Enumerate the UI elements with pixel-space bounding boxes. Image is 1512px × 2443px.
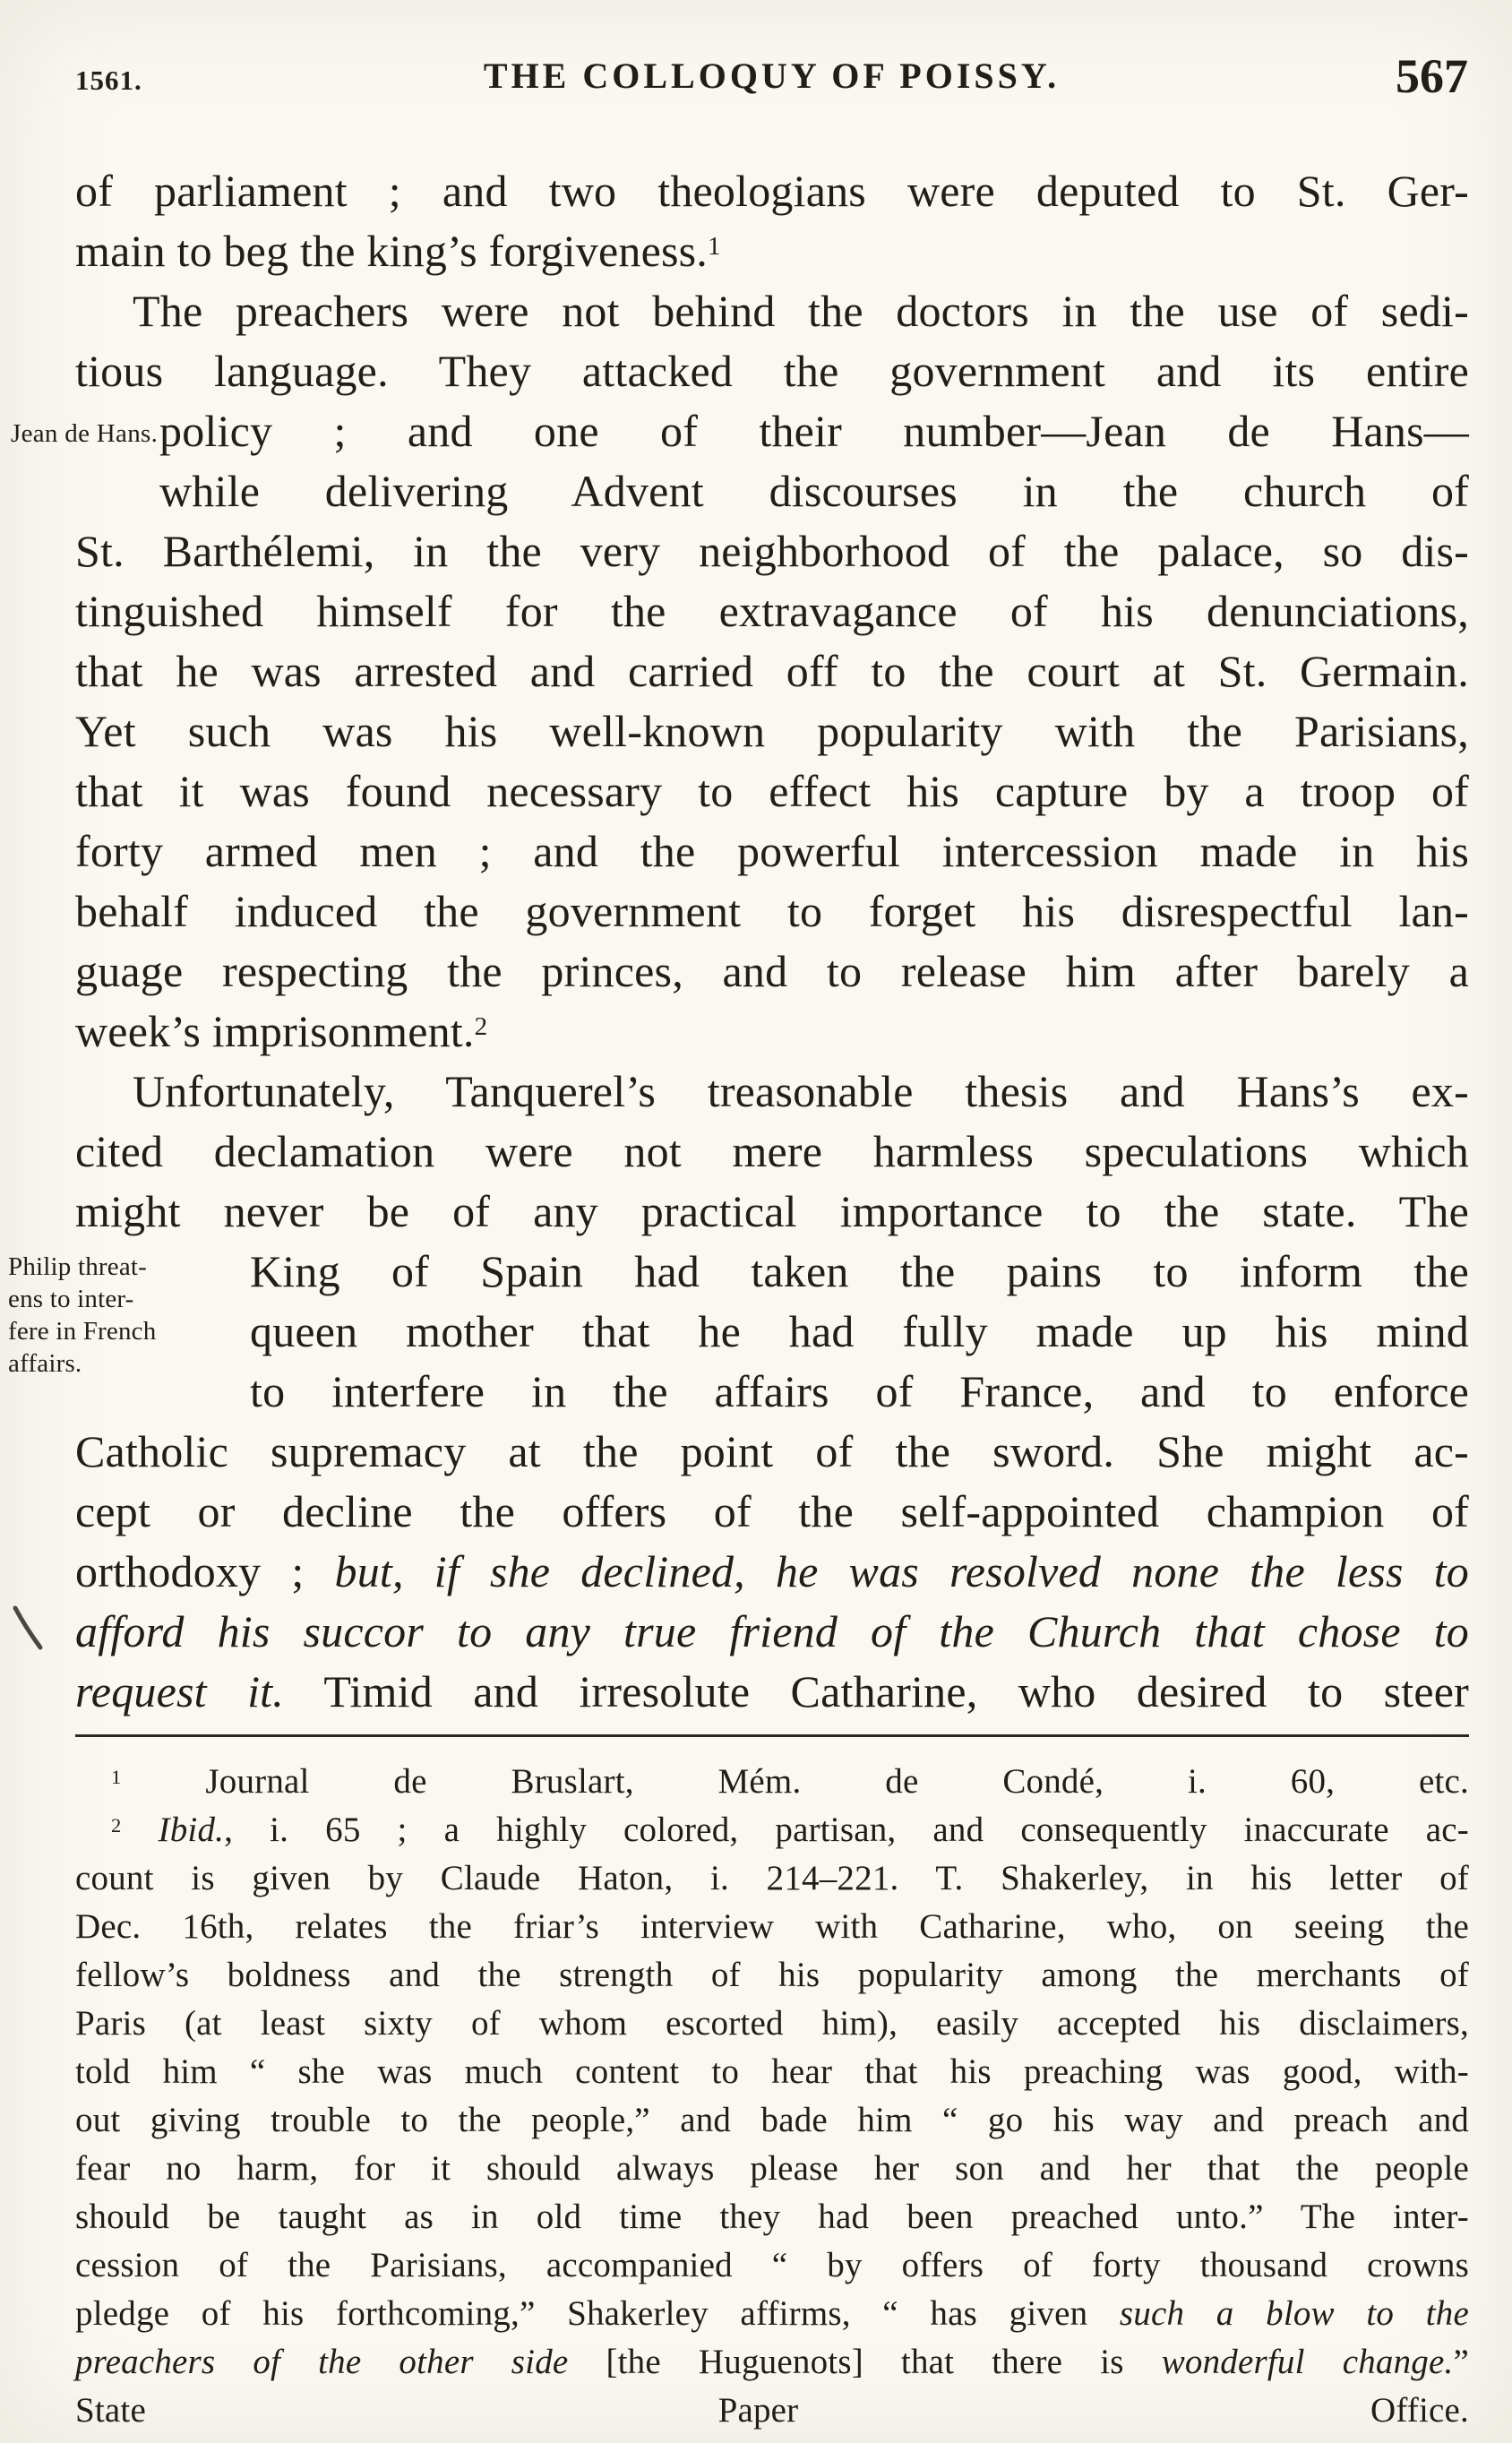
text-segment: Yet such was his well-known popularity with the Parisians, xyxy=(75,706,1469,756)
footnote-line xyxy=(75,2241,1469,2290)
text-segment: orthodoxy ; xyxy=(75,1546,335,1596)
text-line xyxy=(75,521,1469,581)
text-line xyxy=(75,581,1469,641)
text-line xyxy=(75,1182,1469,1242)
text-line xyxy=(75,281,1469,341)
text-segment: cession of the Parisians, accompanied “ by offers of forty thousand crowns xyxy=(75,2246,1469,2284)
text-line xyxy=(75,1062,1469,1122)
text-segment: forty armed men ; and the powerful intercession made in his xyxy=(75,826,1469,876)
text-segment: queen mother that he had fully made up his mind xyxy=(250,1306,1469,1356)
text-segment: Catholic supremacy at the point of the sword. She might ac- xyxy=(75,1426,1469,1476)
text-segment: but, if she declined, he was resolved none the less to xyxy=(334,1546,1469,1596)
footnote-reference: 2 xyxy=(474,1011,488,1041)
text-segment: Journal de Bruslart, Mém. de Condé, i. 60, etc. xyxy=(121,1762,1469,1801)
text-line xyxy=(75,1362,1469,1422)
footnote-line xyxy=(75,2193,1469,2241)
footnote-reference: 1 xyxy=(707,231,721,261)
footnote-line xyxy=(75,1854,1469,1903)
text-segment: tious language. They attacked the government and its entire xyxy=(75,346,1469,396)
text-segment: week’s imprisonment. xyxy=(75,1006,475,1056)
text-segment: should be taught as in old time they had been preached unto.” The inter- xyxy=(75,2198,1469,2236)
page-header xyxy=(75,45,1468,104)
text-segment: fellow’s boldness and the strength of his popularity among the merchants of xyxy=(75,1956,1469,1994)
margin-note-line: fere in French xyxy=(8,1317,157,1346)
text-line xyxy=(75,1422,1469,1482)
footnote-line xyxy=(75,2338,1469,2387)
text-line xyxy=(75,161,1469,221)
footnote-line xyxy=(75,2048,1469,2096)
text-segment: wonderful change. xyxy=(1161,2343,1454,2381)
text-segment: told him “ she was much content to hear that his preaching was good, with- xyxy=(75,2052,1469,2091)
text-segment: Unfortunately, Tanquerel’s treasonable thesis and Hans’s ex- xyxy=(133,1066,1469,1116)
page-number: 567 xyxy=(1396,49,1468,103)
footnote-line xyxy=(75,2145,1469,2193)
text-segment: Dec. 16th, relates the friar’s interview with Catharine, who, on seeing the xyxy=(75,1907,1469,1946)
margin-note-line: affairs. xyxy=(8,1349,82,1378)
footnote-separator xyxy=(75,1734,1469,1737)
text-line xyxy=(75,641,1469,701)
margin-note-jean-de-hans: Jean de Hans. xyxy=(11,419,159,448)
text-line xyxy=(75,341,1469,401)
text-segment: policy ; and one of their number—Jean de Hans— xyxy=(159,406,1469,456)
text-segment: St. Barthélemi, in the very neighborhood of the palace, so dis- xyxy=(75,526,1469,576)
margin-note-line: Philip threat- xyxy=(8,1252,148,1281)
text-line xyxy=(75,1602,1469,1662)
text-segment: that it was found necessary to effect his capture by a troop of xyxy=(75,766,1469,816)
text-segment: Timid and irresolute Catharine, who desired to steer xyxy=(283,1666,1470,1716)
text-segment: of parliament ; and two theologians were deputed to St. Ger- xyxy=(75,166,1469,216)
text-line xyxy=(75,1122,1469,1182)
text-segment: afford his succor to any true friend of the Church that chose to xyxy=(75,1606,1469,1656)
footnote-reference: 2 xyxy=(111,1813,122,1837)
text-segment: out giving trouble to the people,” and bade him “ go his way and preach and xyxy=(75,2101,1469,2139)
text-segment: count is given by Claude Haton, i. 214–221. T. Shakerley, in his letter of xyxy=(75,1859,1469,1897)
text-line xyxy=(75,882,1469,942)
text-segment: while delivering Advent discourses in the church of xyxy=(159,466,1469,516)
text-line xyxy=(75,942,1469,1002)
text-line xyxy=(75,822,1469,882)
text-segment: King of Spain had taken the pains to inform the xyxy=(250,1246,1469,1296)
text-segment: [the Huguenots] that there is xyxy=(568,2343,1162,2381)
body-text xyxy=(8,161,1470,1722)
text-segment: that he was arrested and carried off to the court at St. Germain. xyxy=(75,646,1469,696)
text-segment: , i. 65 ; a highly colored, partisan, and consequently inaccurate ac- xyxy=(224,1811,1469,1849)
text-segment: State Paper Office. xyxy=(75,2391,1469,2430)
text-line xyxy=(75,1302,1469,1362)
text-line xyxy=(75,461,1469,521)
footnote-line xyxy=(75,1903,1469,1951)
footnote-line xyxy=(75,2000,1469,2048)
footnote-line xyxy=(75,1758,1469,1806)
running-title: THE COLLOQUY OF POISSY. xyxy=(483,56,1061,96)
text-segment: Ibid. xyxy=(121,1811,225,1849)
text-line xyxy=(75,1002,1469,1062)
handwritten-tick-mark xyxy=(7,1602,47,1658)
text-segment: cited declamation were not mere harmless speculations which xyxy=(75,1126,1469,1176)
text-segment: request it. xyxy=(75,1666,284,1716)
text-line xyxy=(75,701,1469,761)
text-line xyxy=(75,1482,1469,1542)
text-line xyxy=(75,1542,1469,1602)
text-segment: tinguished himself for the extravagance of his denunciations, xyxy=(75,586,1469,636)
text-segment: to interfere in the affairs of France, and to enforce xyxy=(250,1366,1469,1416)
text-segment: The preachers were not behind the doctors in the use of sedi- xyxy=(133,286,1469,336)
text-segment: ” xyxy=(1453,2343,1469,2381)
margin-note-line: ens to inter- xyxy=(8,1285,134,1313)
text-line xyxy=(75,761,1469,822)
folio-year: 1561. xyxy=(75,65,142,96)
footnote-line xyxy=(75,1806,1469,1854)
text-line xyxy=(11,401,1469,461)
footnote-reference: 1 xyxy=(111,1765,122,1788)
text-line xyxy=(75,221,1469,281)
footnote-line xyxy=(75,2387,1469,2435)
text-segment: Paris (at least sixty of whom escorted him), easily accepted his disclaimers, xyxy=(75,2004,1469,2043)
footnotes xyxy=(75,1758,1469,2435)
text-segment: main to beg the king’s forgiveness. xyxy=(75,226,708,276)
text-segment: pledge of his forthcoming,” Shakerley affirms, “ has given xyxy=(75,2294,1120,2333)
text-segment: preachers of the other side xyxy=(75,2343,569,2381)
text-segment: might never be of any practical importance to the state. The xyxy=(75,1186,1469,1236)
footnote-line xyxy=(75,2290,1469,2338)
text-line xyxy=(75,1662,1469,1722)
footnote-line xyxy=(75,2096,1469,2145)
footnote-line xyxy=(75,1951,1469,2000)
text-segment: guage respecting the princes, and to release him after barely a xyxy=(75,946,1469,996)
text-segment: behalf induced the government to forget his disrespectful lan- xyxy=(75,886,1469,936)
text-segment: such a blow to the xyxy=(1119,2294,1469,2333)
text-segment: fear no harm, for it should always please her son and her that the people xyxy=(75,2149,1469,2188)
text-segment: cept or decline the offers of the self-appointed champion of xyxy=(75,1486,1469,1536)
